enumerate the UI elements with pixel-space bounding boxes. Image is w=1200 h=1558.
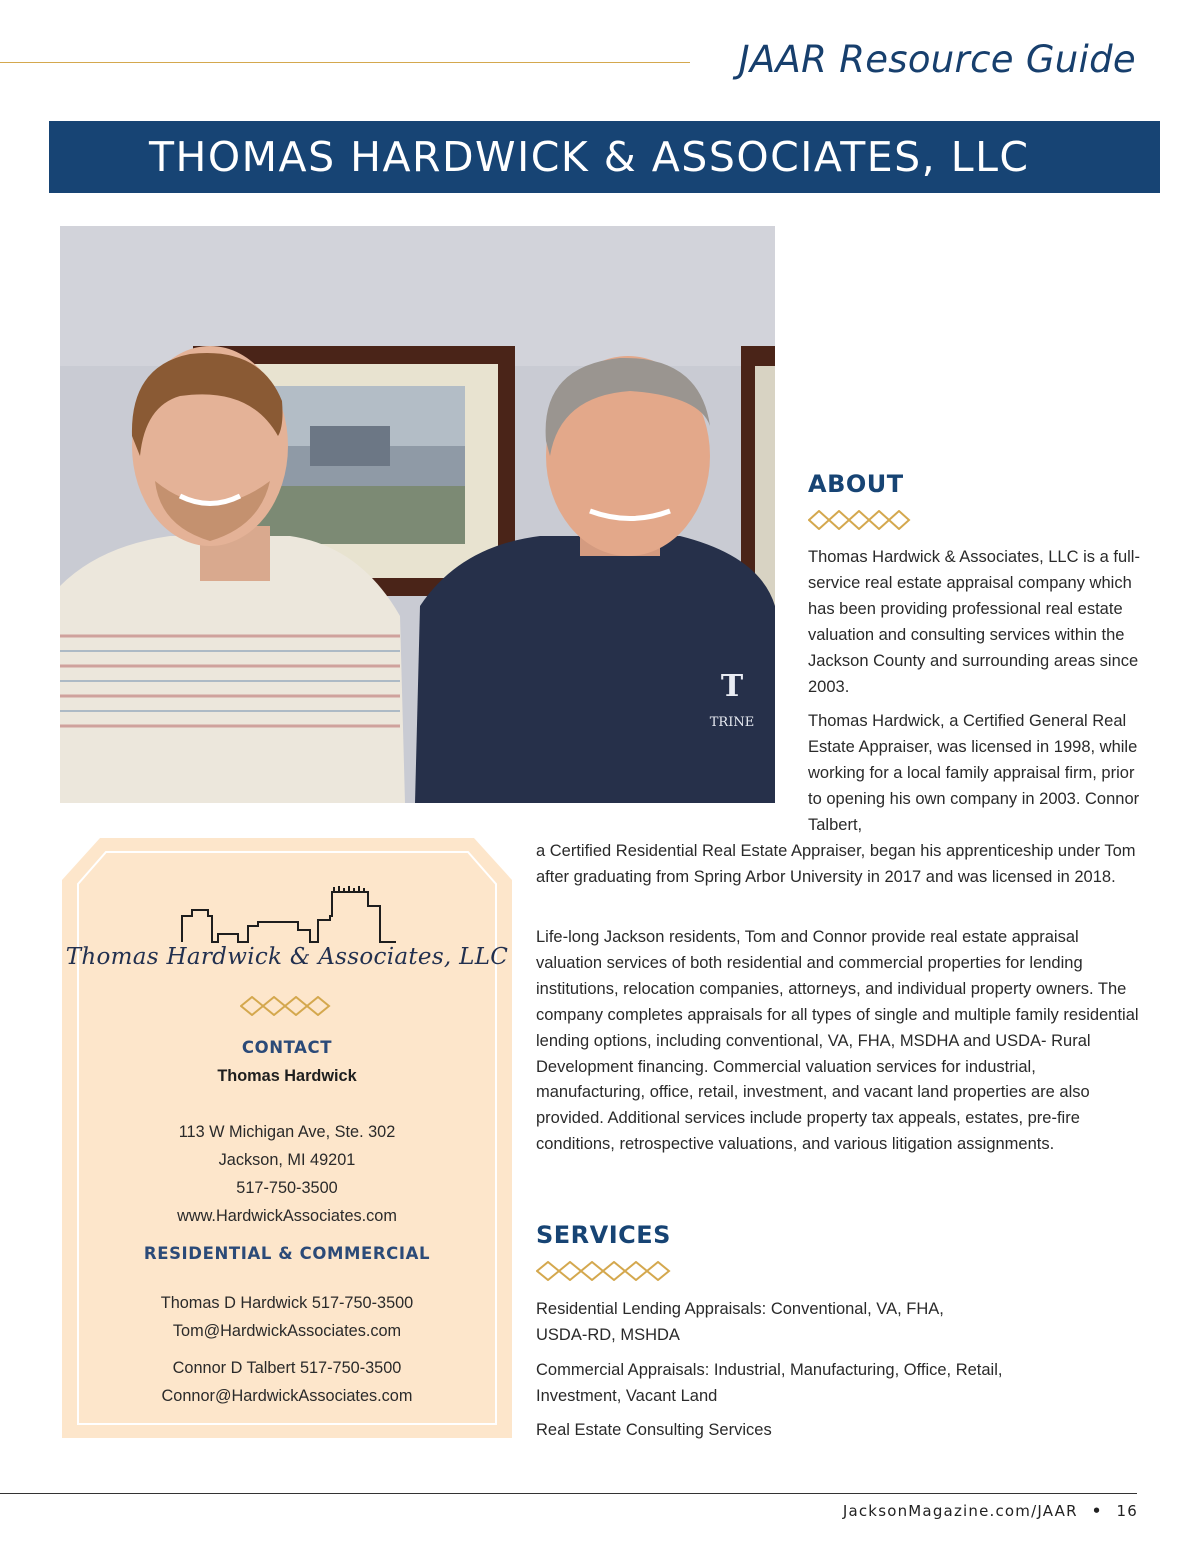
service-item: Commercial Appraisals: Industrial, Manufacturing, Office, Retail, Investment, Vacant Land	[536, 1361, 1003, 1405]
about-paragraph-2-continued: a Certified Residential Real Estate Appraiser, began his apprenticeship under Tom after graduating from Spring Arbor University in 2017 and was licensed in 2018.	[536, 842, 1136, 886]
about-paragraph-2: Thomas Hardwick, a Certified General Real Estate Appraiser, was licensed in 1998, while working for a local family appraisal firm, prior to opening his own company in 2003. Connor Talbert,	[808, 712, 1140, 834]
card-diamond-ornament	[240, 996, 334, 1016]
services-heading: SERVICES	[536, 1221, 671, 1249]
phone-number[interactable]: 517-750-3500	[236, 1179, 338, 1197]
contact-label: CONTACT	[241, 1038, 333, 1057]
svg-text:T: T	[720, 669, 744, 704]
about-heading: ABOUT	[808, 470, 904, 498]
footer-separator: •	[1091, 1502, 1103, 1520]
page-number: 16	[1116, 1502, 1138, 1520]
contact-name: Thomas Hardwick	[217, 1067, 357, 1085]
page-title: THOMAS HARDWICK & ASSOCIATES, LLC	[149, 133, 1030, 181]
services-diamond-ornament	[536, 1261, 680, 1281]
address-line-2: Jackson, MI 49201	[218, 1151, 356, 1169]
about-paragraph-1: Thomas Hardwick & Associates, LLC is a full-service real estate appraisal company which has been providing professional real estate valuation and consulting services within the Jackson County and surrounding areas since 2003.	[808, 548, 1140, 696]
website-link[interactable]: www.HardwickAssociates.com	[177, 1207, 397, 1225]
footer	[843, 1502, 1138, 1520]
team-photo-illustration	[60, 226, 775, 803]
footer-rule	[0, 1493, 1137, 1494]
service-item: Real Estate Consulting Services	[536, 1421, 772, 1439]
top-rule	[0, 62, 690, 63]
about-diamond-ornament	[808, 510, 912, 530]
service-item: Residential Lending Appraisals: Conventional, VA, FHA, USDA-RD, MSHDA	[536, 1300, 944, 1344]
address-line-1: 113 W Michigan Ave, Ste. 302	[178, 1123, 396, 1141]
contact-person-phone[interactable]: Connor D Talbert 517-750-3500	[172, 1359, 402, 1377]
residential-commercial-label: RESIDENTIAL & COMMERCIAL	[143, 1244, 431, 1263]
title-banner	[49, 121, 1160, 193]
shirt-logo-text: TRINE	[709, 715, 755, 730]
skyline-logo-icon	[62, 882, 512, 952]
company-script-logo: Thomas Hardwick & Associates, LLC	[65, 944, 509, 970]
team-photo	[60, 226, 775, 803]
contact-person-phone[interactable]: Thomas D Hardwick 517-750-3500	[160, 1294, 414, 1312]
about-paragraph-3: Life-long Jackson residents, Tom and Connor provide real estate appraisal valuation services of both residential and commercial properties for lending institutions, relocation companies, attorneys, and individual property owners. The company completes appraisals for all types of single and multiple family residential lending options, including conventional, VA, FHA, MSDHA and USDA- Rural Development financing. Commercial valuation services for industrial, manufacturing, office, retail, investment, and vacant land properties are also provided. Additional services include property tax appeals, estates, pre-fire conditions, retrospective valuations, and various litigation assignments.	[536, 928, 1139, 1154]
contact-person-email[interactable]: Tom@HardwickAssociates.com	[172, 1322, 402, 1340]
contact-card	[62, 838, 512, 1438]
contact-person-email[interactable]: Connor@HardwickAssociates.com	[161, 1387, 413, 1405]
footer-url[interactable]: JacksonMagazine.com/JAAR	[842, 1502, 1078, 1520]
guide-title: JAAR Resource Guide	[738, 38, 1136, 81]
